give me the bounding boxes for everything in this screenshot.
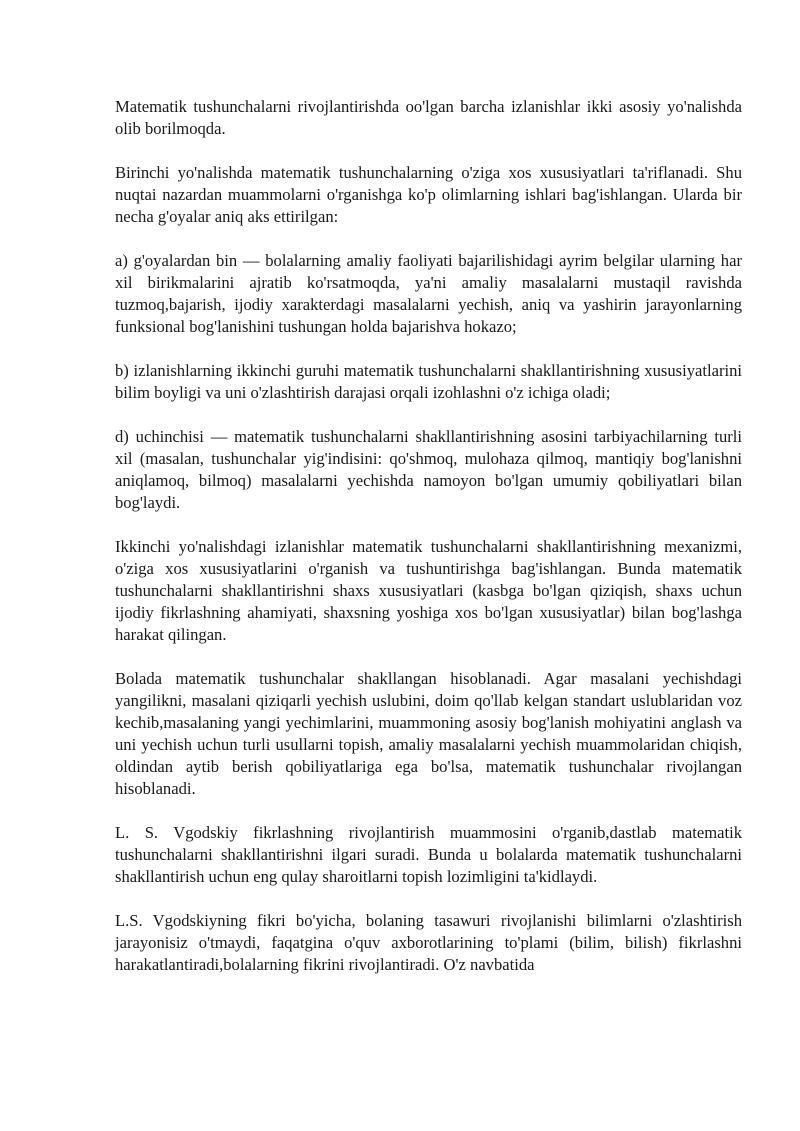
- paragraph-item-b: b) izlanishlarning ikkinchi guruhi matematik tushunchalarni shakllantirishning xususiyatlarini bilim boyligi va uni o'zlashtirish darajasi orqali izohlashni o'z ichiga oladi;: [115, 361, 742, 402]
- paragraph-child-concepts: Bolada matematik tushunchalar shakllangan hisoblanadi. Agar masalani yechishdagi yangilikni, masalani qiziqarli yechish uslubini, doim qo'llab kelgan standart uslublaridan voz kechib,masalaning yangi yechimlarini, muammoning asosiy bog'lanish mohiyatini anglash va uni yechish uchun turli usullarni topish, amaliy masalalarni yechish muammolaridan chiqish, oldindan aytib berish qobiliyatlariga ega bo'lsa, matematik tushunchalar rivojlangan hisoblanadi.: [115, 669, 742, 798]
- paragraph-first-direction: Birinchi yo'nalishda matematik tushunchalarning o'ziga xos xususiyatlari ta'riflanadi. Shu nuqtai nazardan muammolarni o'rganishga ko'p olimlarning ishlari bag'ishlangan. Ularda bir necha g'oyalar aniq aks ettirilgan:: [115, 163, 742, 226]
- paragraph-intro: Matematik tushunchalarni rivojlantirishda oo'lgan barcha izlanishlar ikki asosiy yo'nalishda olib borilmoqda.: [115, 97, 742, 138]
- paragraph-vygodskiy-2: L.S. Vgodskiyning fikri bo'yicha, bolaning tasawuri rivojlanishi bilimlarni o'zlashtirish jarayonisiz o'tmaydi, faqatgina o'quv axborotlarining to'plami (bilim, bilish) fikrlashni harakatlantiradi,bolalarning fikrini rivojlantiradi. O'z navbatida: [115, 911, 742, 974]
- document-body: [115, 96, 742, 976]
- paragraph-vygodskiy-1: L. S. Vgodskiy fikrlashning rivojlantirish muammosini o'rganib,dastlab matematik tushunchalarni shakllantirishni ilgari suradi. Bunda u bolalarda matematik tushunchalarni shakllantirish uchun eng qulay sharoitlarni topish lozimligini ta'kidlaydi.: [115, 823, 742, 886]
- paragraph-second-direction: Ikkinchi yo'nalishdagi izlanishlar matematik tushunchalarni shakllantirishning mexanizmi, o'ziga xos xususiyatlarini o'rganish va tushuntirishga bag'ishlangan. Bunda matematik tushunchalarni shakllantirishni shaxs xususiyatlari (kasbga bo'lgan qiziqish, shaxs uchun ijodiy fikrlashning ahamiyati, shaxsning yoshiga xos bo'lgan xususiyatlar) bilan bog'lashga harakat qilingan.: [115, 537, 742, 644]
- paragraph-item-d: d) uchinchisi — matematik tushunchalarni shakllantirishning asosini tarbiyachilarning turli xil (masalan, tushunchalar yig'indisini: qo'shmoq, mulohaza qilmoq, mantiqiy bog'lanishni aniqlamoq, bilmoq) masalalarni yechishda namoyon bo'lgan umumiy qobiliyatlari bilan bog'laydi.: [115, 427, 742, 512]
- paragraph-item-a: a) g'oyalardan bin — bolalarning amaliy faoliyati bajarilishidagi ayrim belgilar ularning har xil birikmalarini ajratib ko'rsatmoqda, ya'ni amaliy masalalarni mustaqil ravishda tuzmoq,bajarish, ijodiy xarakterdagi masalalarni yechish, aniq va yashirin jarayonlarning funksional bog'lanishini tushungan holda bajarishva hokazo;: [115, 251, 742, 336]
